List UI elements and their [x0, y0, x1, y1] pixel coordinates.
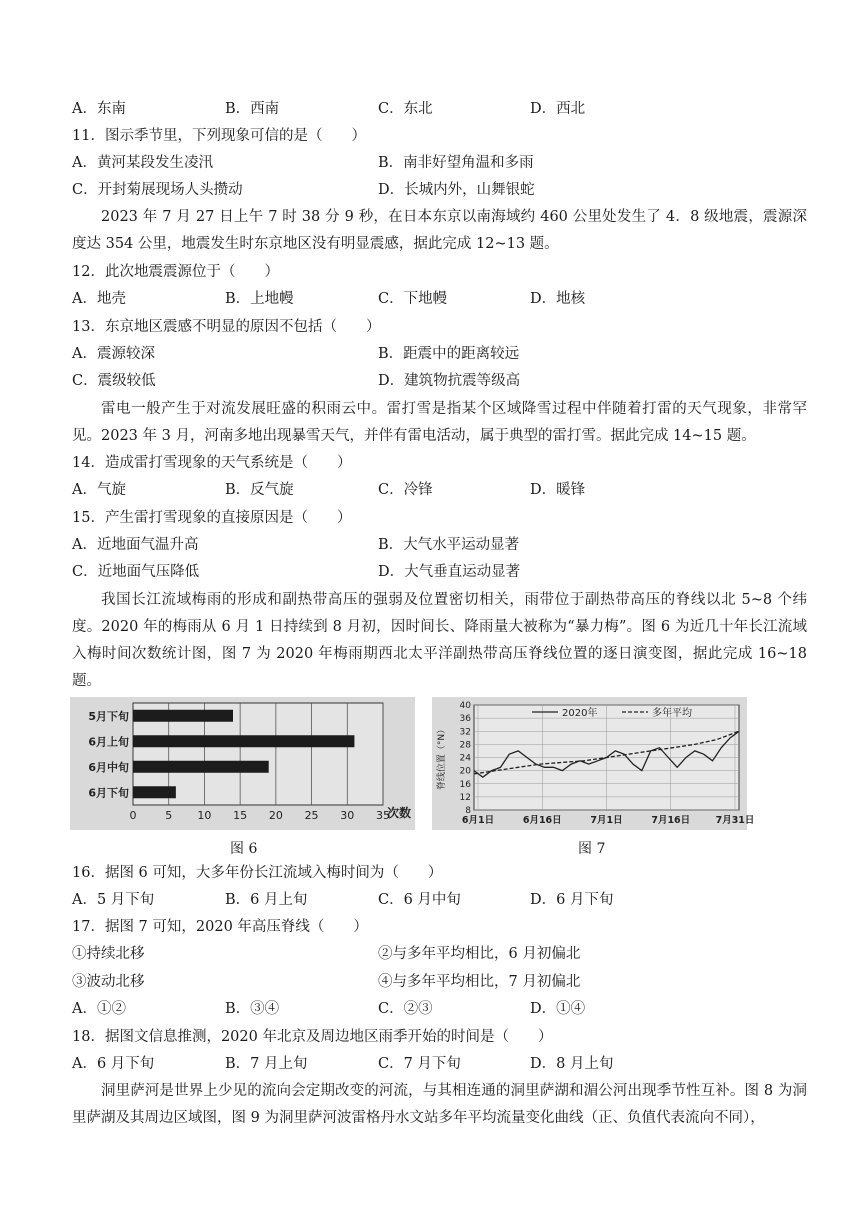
bar [133, 761, 269, 773]
x-tick-label: 10 [197, 809, 212, 822]
passage-thundersnow: 雷电一般产生于对流发展旺盛的积雨云中。雷打雪是指某个区域降雪过程中伴随着打雷的天气现象，非常罕见。2023 年 3 月，河南多地出现暴雪天气，并伴有雷电活动，属于典型的雷打雪。据此完成 14~15 题。 [72, 401, 807, 444]
q12-option-a: A．地壳 [72, 291, 126, 307]
q18-option-c: C．7 月下旬 [378, 1056, 461, 1072]
q11-option-b: B．南非好望角温和多雨 [378, 155, 534, 171]
x-tick-label: 0 [129, 809, 137, 822]
y-tick-label: 12 [459, 792, 471, 803]
legend-label: 2020年 [562, 708, 598, 719]
category-label: 6月中旬 [88, 760, 129, 774]
y-tick-label: 24 [459, 753, 471, 764]
q13-option-d: D．建筑物抗震等级高 [378, 373, 521, 389]
q15-option-c: C．近地面气压降低 [72, 564, 200, 580]
q13-stem: 13．东京地区震感不明显的原因不包括（ ） [72, 319, 381, 335]
q17-statement-4: ④与多年平均相比，7 月初偏北 [378, 974, 581, 990]
q10-option-c: C．东北 [378, 101, 433, 117]
figure-6-bar-chart [70, 697, 415, 830]
q15-option-d: D．大气垂直运动显著 [378, 564, 521, 580]
y-tick-label: 36 [459, 714, 471, 725]
x-tick-label: 35 [376, 809, 390, 822]
q17-statement-2: ②与多年平均相比，6 月初偏北 [378, 946, 581, 962]
q17-option-d: D．①④ [530, 1001, 586, 1017]
q16-option-c: C．6 月中旬 [378, 892, 461, 908]
x-axis-label: 次数 [387, 806, 412, 820]
q17-statement-1: ①持续北移 [72, 946, 145, 962]
x-tick-label: 5 [165, 809, 173, 822]
q14-stem: 14．造成雷打雪现象的天气系统是（ ） [72, 455, 352, 471]
q11-option-a: A．黄河某段发生凌汛 [72, 155, 213, 171]
passage-meiyu: 我国长江流域梅雨的形成和副热带高压的强弱及位置密切相关，雨带位于副热带高压的脊线以北 5~8 个纬度。2020 年的梅雨从 6 月 1 日持续到 8 月初，因时间长、降雨量大被称为“暴力梅”。图 6 为近几十年长江流域入梅时间次数统计图，图 7 为 2020 年梅雨期西北太平洋副热带高压脊线位置的逐日演变图，据此完成 16~18 题。 [72, 592, 807, 689]
y-tick-label: 20 [459, 766, 471, 777]
x-tick-label: 7月16日 [651, 815, 691, 826]
q12-option-c: C．下地幔 [378, 291, 448, 307]
y-axis-label: 脊线位置（°N） [437, 724, 447, 791]
y-tick-label: 16 [459, 779, 471, 790]
x-tick-label: 6月1日 [461, 815, 495, 826]
q18-stem: 18．据图文信息推测，2020 年北京及周边地区雨季开始的时间是（ ） [72, 1029, 553, 1045]
q16-option-a: A．5 月下旬 [72, 892, 155, 908]
q13-option-b: B．距震中的距离较远 [378, 346, 520, 362]
x-tick-label: 6月16日 [522, 815, 562, 826]
y-tick-label: 8 [465, 806, 471, 816]
q15-option-a: A．近地面气温升高 [72, 537, 199, 553]
figure-7-caption: 图 7 [578, 841, 606, 857]
y-tick-label: 40 [459, 701, 471, 711]
q18-option-a: A．6 月下旬 [72, 1056, 155, 1072]
q16-option-b: B．6 月上旬 [225, 892, 308, 908]
category-label: 5月下旬 [88, 709, 129, 723]
y-tick-label: 32 [459, 727, 471, 738]
q12-option-d: D．地核 [530, 291, 586, 307]
x-tick-label: 20 [268, 809, 283, 822]
q10-option-b: B．西南 [225, 101, 280, 117]
q11-option-d: D．长城内外，山舞银蛇 [378, 182, 535, 198]
bar [133, 735, 354, 747]
q12-option-b: B．上地幔 [225, 291, 294, 307]
q13-option-c: C．震级较低 [72, 373, 156, 389]
q16-stem: 16．据图 6 可知，大多年份长江流域入梅时间为（ ） [72, 865, 443, 881]
q11-stem: 11．图示季节里，下列现象可信的是（ ） [72, 128, 366, 144]
q15-option-b: B．大气水平运动显著 [378, 537, 520, 553]
x-tick-label: 30 [340, 809, 355, 822]
legend-label: 多年平均 [652, 708, 692, 719]
q14-option-b: B．反气旋 [225, 482, 294, 498]
q10-option-d: D．西北 [530, 101, 586, 117]
x-tick-label: 7月31日 [715, 815, 755, 826]
passage-earthquake: 2023 年 7 月 27 日上午 7 时 38 分 9 秒，在日本东京以南海域约 460 公里处发生了 4．8 级地震，震源深度达 354 公里，地震发生时东京地区没有明显震感，据此完成 12~13 题。 [72, 209, 807, 252]
q17-option-b: B．③④ [225, 1001, 280, 1017]
q18-option-d: D．8 月上旬 [530, 1056, 614, 1072]
q11-option-c: C．开封菊展现场人头攒动 [72, 182, 243, 198]
passage-tonle-sap: 洞里萨河是世界上少见的流向会定期改变的河流，与其相连通的洞里萨湖和湄公河出现季节性互补。图 8 为洞里萨湖及其周边区域图，图 9 为洞里萨河波雷格丹水文站多年平均流量变化曲线（正、负值代表流向不同）， [72, 1083, 807, 1126]
x-tick-label: 7月1日 [590, 815, 623, 826]
category-label: 6月下旬 [88, 786, 129, 800]
q10-option-a: A．东南 [72, 101, 126, 117]
q14-option-a: A．气旋 [72, 482, 126, 498]
q13-option-a: A．震源较深 [72, 346, 155, 362]
q17-option-a: A．①② [72, 1001, 126, 1017]
figure-7-line-chart [432, 697, 755, 830]
q18-option-b: B．7 月上旬 [225, 1056, 308, 1072]
bar [133, 786, 176, 798]
q17-option-c: C．②③ [378, 1001, 433, 1017]
x-tick-label: 15 [233, 809, 248, 822]
figure-6 [70, 697, 415, 830]
q16-option-d: D．6 月下旬 [530, 892, 614, 908]
q17-stem: 17．据图 7 可知，2020 年高压脊线（ ） [72, 919, 368, 935]
bar [133, 710, 233, 722]
q12-stem: 12．此次地震震源位于（ ） [72, 264, 279, 280]
q14-option-c: C．冷锋 [378, 482, 433, 498]
q14-option-d: D．暖锋 [530, 482, 586, 498]
figure-7 [432, 697, 755, 830]
x-tick-label: 25 [304, 809, 319, 822]
category-label: 6月上旬 [88, 735, 129, 749]
q17-statement-3: ③波动北移 [72, 974, 145, 990]
q15-stem: 15．产生雷打雪现象的直接原因是（ ） [72, 510, 352, 526]
figure-6-caption: 图 6 [230, 841, 258, 857]
y-tick-label: 28 [459, 740, 471, 751]
